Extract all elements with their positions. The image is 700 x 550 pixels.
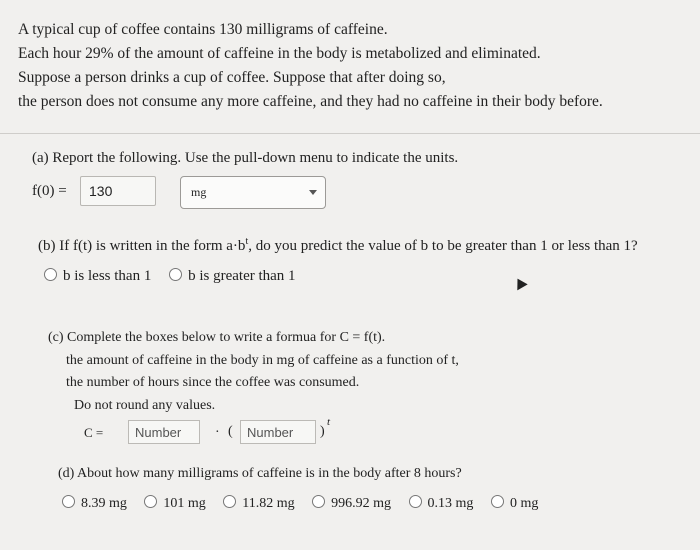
part-c-line-1: (c) Complete the boxes below to write a formua for C = f(t). [48, 330, 386, 345]
coefficient-input[interactable]: Number [128, 420, 200, 444]
intro-line-1: A typical cup of coffee contains 130 milligrams of caffeine. [18, 21, 388, 38]
option-label: 996.92 mg [331, 496, 392, 511]
option-label: 0 mg [509, 496, 539, 511]
radio-button[interactable] [169, 268, 182, 281]
option-996-92-mg[interactable] [312, 495, 391, 512]
part-c-line-2: the amount of caffeine in the body in mg of caffeine as a function of t, [66, 353, 459, 368]
radio-button[interactable] [144, 495, 157, 508]
f0-value-input[interactable]: 130 [80, 176, 156, 206]
c-equals-label: C = [84, 425, 104, 440]
option-0-13-mg[interactable] [409, 495, 474, 512]
intro-line-4: the person does not consume any more caffeine, and they had no caffeine in their body before. [18, 93, 603, 110]
divider [0, 133, 700, 134]
radio-button[interactable] [409, 495, 422, 508]
mouse-cursor-icon [512, 276, 527, 291]
option-b-less-than-1[interactable] [44, 268, 151, 285]
multiply-dot: · [215, 425, 220, 440]
part-d-prompt: (d) About how many milligrams of caffeine is in the body after 8 hours? [58, 466, 462, 481]
chevron-down-icon [309, 190, 317, 195]
radio-button[interactable] [223, 495, 236, 508]
option-8-39-mg[interactable] [62, 495, 127, 512]
part-b-prompt [38, 236, 638, 255]
part-d-options [62, 495, 552, 512]
option-label: 8.39 mg [81, 496, 127, 511]
part-b-prompt-sup: t [245, 236, 249, 247]
option-b-greater-than-1[interactable] [169, 268, 295, 285]
paren-close: ) [320, 424, 325, 439]
unit-selected-value: mg [191, 185, 207, 199]
radio-button[interactable] [44, 268, 57, 281]
intro-line-3: Suppose a person drinks a cup of coffee. Suppose that after doing so, [18, 69, 446, 86]
part-a-prompt: (a) Report the following. Use the pull-down menu to indicate the units. [32, 150, 459, 166]
intro-line-2: Each hour 29% of the amount of caffeine in the body is metabolized and eliminated. [18, 45, 541, 62]
radio-button[interactable] [491, 495, 504, 508]
radio-button[interactable] [62, 495, 75, 508]
option-0-mg[interactable] [491, 495, 538, 512]
base-input[interactable]: Number [240, 420, 316, 444]
option-101-mg[interactable] [144, 495, 205, 512]
part-b-options [44, 268, 310, 285]
option-label: b is greater than 1 [188, 268, 296, 284]
option-11-82-mg[interactable] [223, 495, 294, 512]
option-label: 0.13 mg [427, 496, 474, 511]
part-c-line-3: the number of hours since the coffee was consumed. [66, 375, 360, 390]
option-label: 101 mg [163, 496, 206, 511]
paren-open: ( [228, 424, 233, 439]
exponent-t: t [327, 416, 331, 428]
part-b-prompt-post: , do you predict the value of b to be greater than 1 or less than 1? [248, 238, 638, 254]
problem-intro [18, 18, 688, 114]
option-label: b is less than 1 [63, 268, 152, 284]
part-b-prompt-pre: (b) If f(t) is written in the form a·b [38, 238, 246, 254]
option-label: 11.82 mg [242, 496, 295, 511]
f0-label: f(0) = [32, 183, 67, 199]
part-c-line-4: Do not round any values. [74, 398, 216, 413]
radio-button[interactable] [312, 495, 325, 508]
unit-dropdown[interactable] [180, 176, 326, 209]
